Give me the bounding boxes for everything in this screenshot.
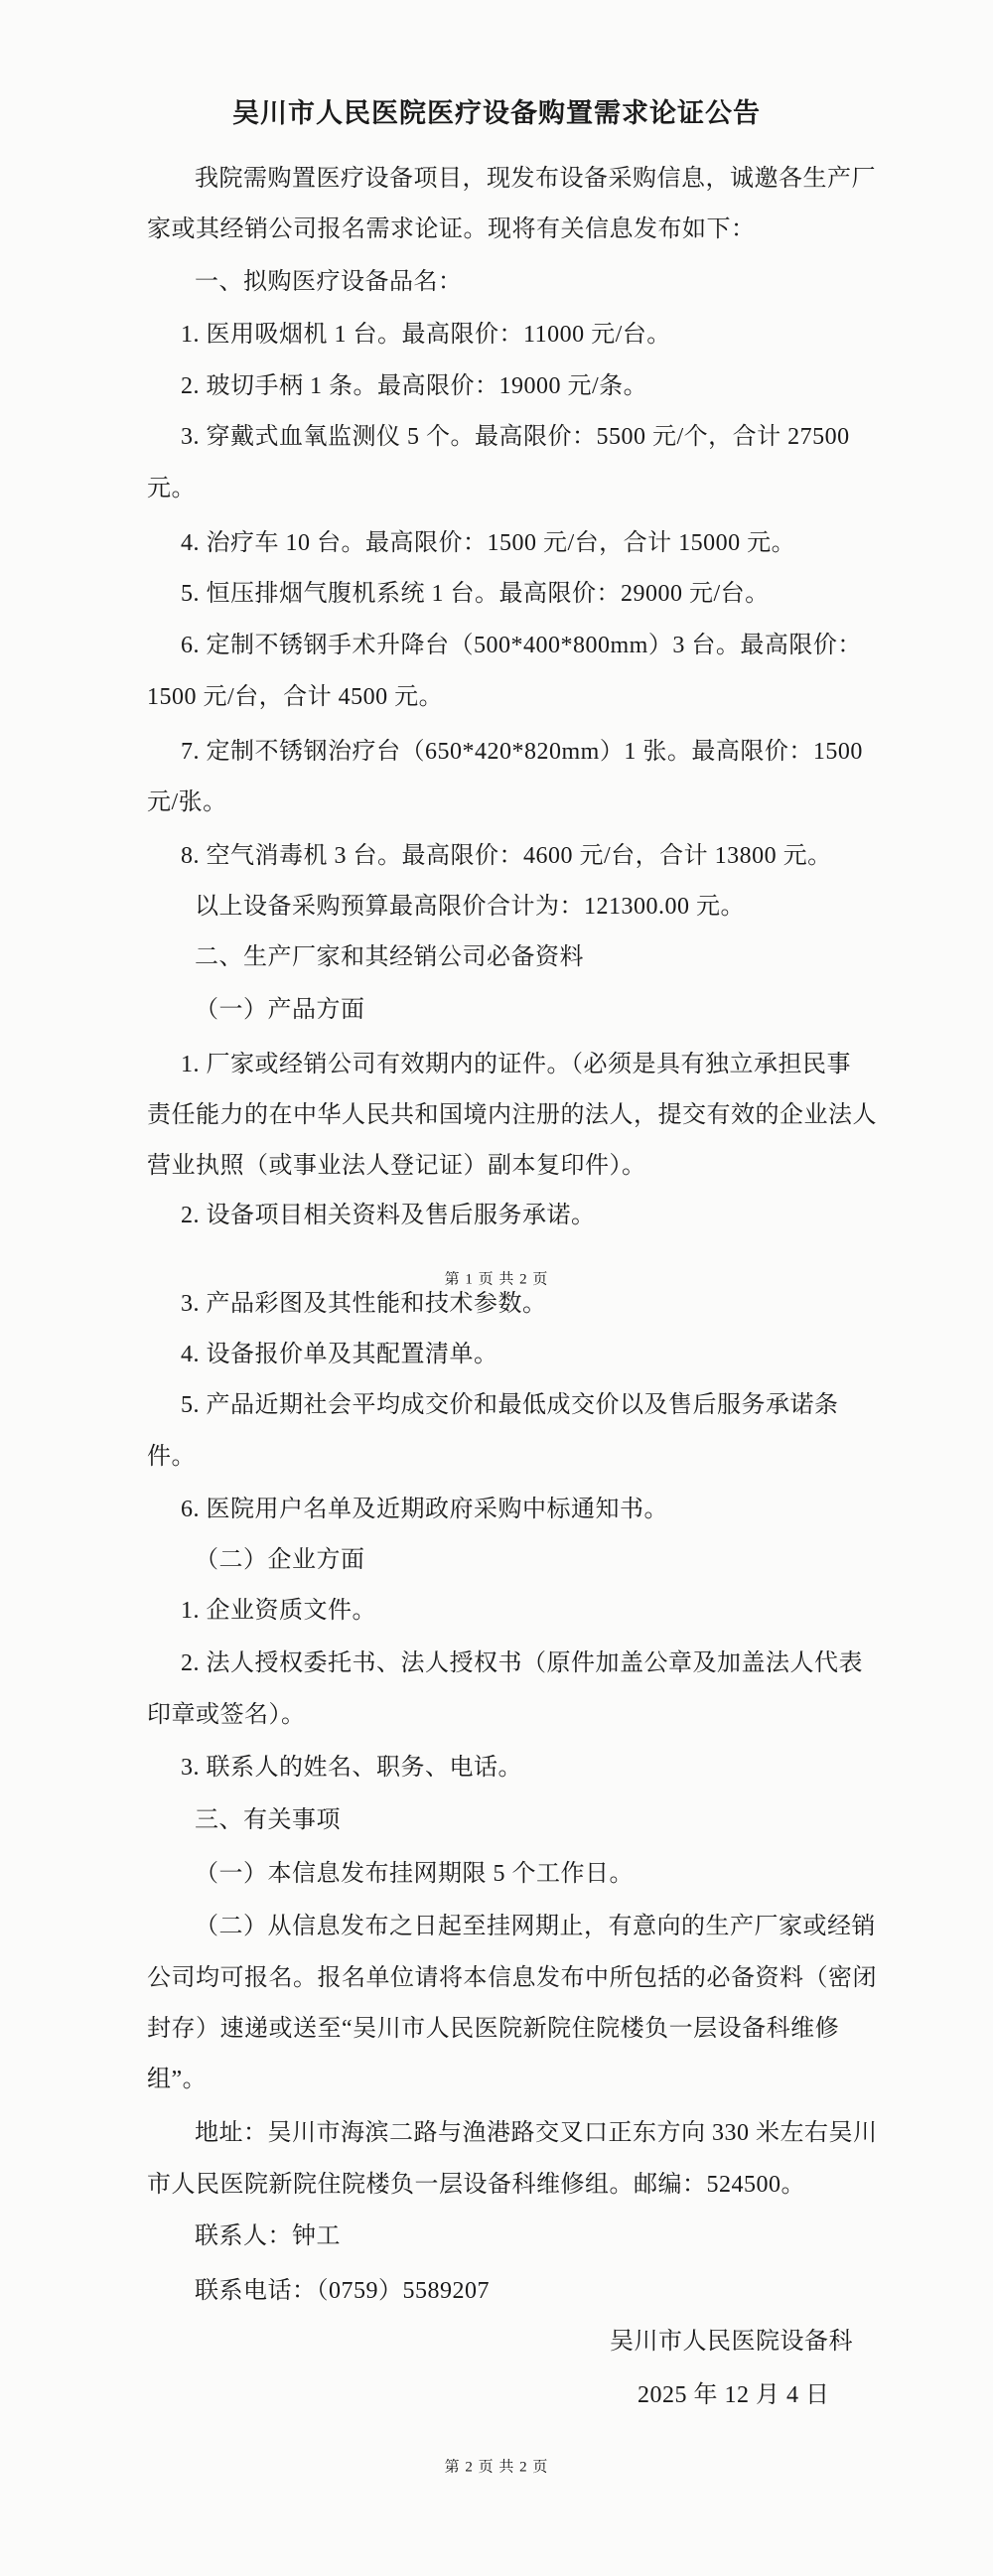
text-line: 家或其经销公司报名需求论证。现将有关信息发布如下：	[147, 216, 756, 242]
text-line: 营业执照（或事业法人登记证）副本复印件）。	[147, 1153, 646, 1179]
text-line: 7. 定制不锈钢治疗台（650*420*820mm）1 张。最高限价：1500	[181, 739, 863, 765]
text-line: 以上设备采购预算最高限价合计为：121300.00 元。	[195, 894, 745, 920]
text-line: （一）产品方面	[195, 997, 365, 1023]
text-line: 3. 联系人的姓名、职务、电话。	[181, 1755, 522, 1781]
text-line: 4. 治疗车 10 台。最高限价：1500 元/台，合计 15000 元。	[181, 530, 796, 556]
text-line: （一）本信息发布挂网期限 5 个工作日。	[195, 1861, 634, 1887]
text-line: 2025 年 12 月 4 日	[638, 2382, 830, 2408]
text-line: 一、拟购医疗设备品名：	[195, 269, 463, 295]
text-line: 吴川市人民医院设备科	[610, 2329, 853, 2355]
text-line: 件。	[147, 1444, 196, 1470]
text-line: 1. 医用吸烟机 1 台。最高限价：11000 元/台。	[181, 322, 671, 348]
text-line: 6. 医院用户名单及近期政府采购中标通知书。	[181, 1497, 668, 1522]
text-line: 封存）速递或送至“吴川市人民医院新院住院楼负一层设备科维修	[147, 2016, 840, 2042]
page-footer: 第 1 页 共 2 页	[444, 1271, 549, 1288]
text-line: 1. 厂家或经销公司有效期内的证件。（必须是具有独立承担民事	[181, 1052, 851, 1077]
text-line: 我院需购置医疗设备项目，现发布设备采购信息，诚邀各生产厂	[195, 166, 876, 192]
text-line: 联系人：钟工	[195, 2223, 341, 2249]
text-line: 2. 设备项目相关资料及售后服务承诺。	[181, 1203, 596, 1228]
text-line: 地址：吴川市海滨二路与渔港路交叉口正东方向 330 米左右吴川	[195, 2120, 878, 2146]
text-line: 3. 产品彩图及其性能和技术参数。	[181, 1291, 547, 1317]
text-line: 8. 空气消毒机 3 台。最高限价：4600 元/台，合计 13800 元。	[181, 843, 832, 869]
text-line: 2. 玻切手柄 1 条。最高限价：19000 元/条。	[181, 373, 648, 399]
text-line: 1. 企业资质文件。	[181, 1598, 376, 1624]
text-line: 责任能力的在中华人民共和国境内注册的法人，提交有效的企业法人	[147, 1102, 877, 1128]
text-line: 3. 穿戴式血氧监测仪 5 个。最高限价：5500 元/个，合计 27500	[181, 424, 850, 450]
text-line: （二）从信息发布之日起至挂网期止，有意向的生产厂家或经销	[195, 1914, 876, 1939]
page-footer: 第 2 页 共 2 页	[444, 2459, 549, 2476]
text-line: 4. 设备报价单及其配置清单。	[181, 1342, 498, 1367]
text-line: 元。	[147, 476, 196, 501]
text-line: （二）企业方面	[195, 1547, 365, 1573]
text-line: 1500 元/台，合计 4500 元。	[147, 684, 444, 710]
text-line: 组”。	[147, 2067, 208, 2092]
text-line: 三、有关事项	[195, 1807, 341, 1833]
text-line: 5. 恒压排烟气腹机系统 1 台。最高限价：29000 元/台。	[181, 581, 770, 607]
text-line: 2. 法人授权委托书、法人授权书（原件加盖公章及加盖法人代表	[181, 1650, 863, 1676]
text-line: 元/张。	[147, 789, 227, 815]
text-line: 市人民医院新院住院楼负一层设备科维修组。邮编：524500。	[147, 2172, 805, 2198]
text-line: 联系电话：（0759）5589207	[195, 2278, 490, 2304]
text-line: 二、生产厂家和其经销公司必备资料	[195, 944, 584, 970]
text-line: 6. 定制不锈钢手术升降台（500*400*800mm）3 台。最高限价：	[181, 633, 862, 658]
text-line: 5. 产品近期社会平均成交价和最低成交价以及售后服务承诺条	[181, 1392, 839, 1418]
text-line: 印章或签名）。	[147, 1702, 306, 1728]
text-line: 公司均可报名。报名单位请将本信息发布中所包括的必备资料（密闭	[147, 1965, 877, 1991]
document-title: 吴川市人民医院医疗设备购置需求论证公告	[232, 98, 761, 129]
